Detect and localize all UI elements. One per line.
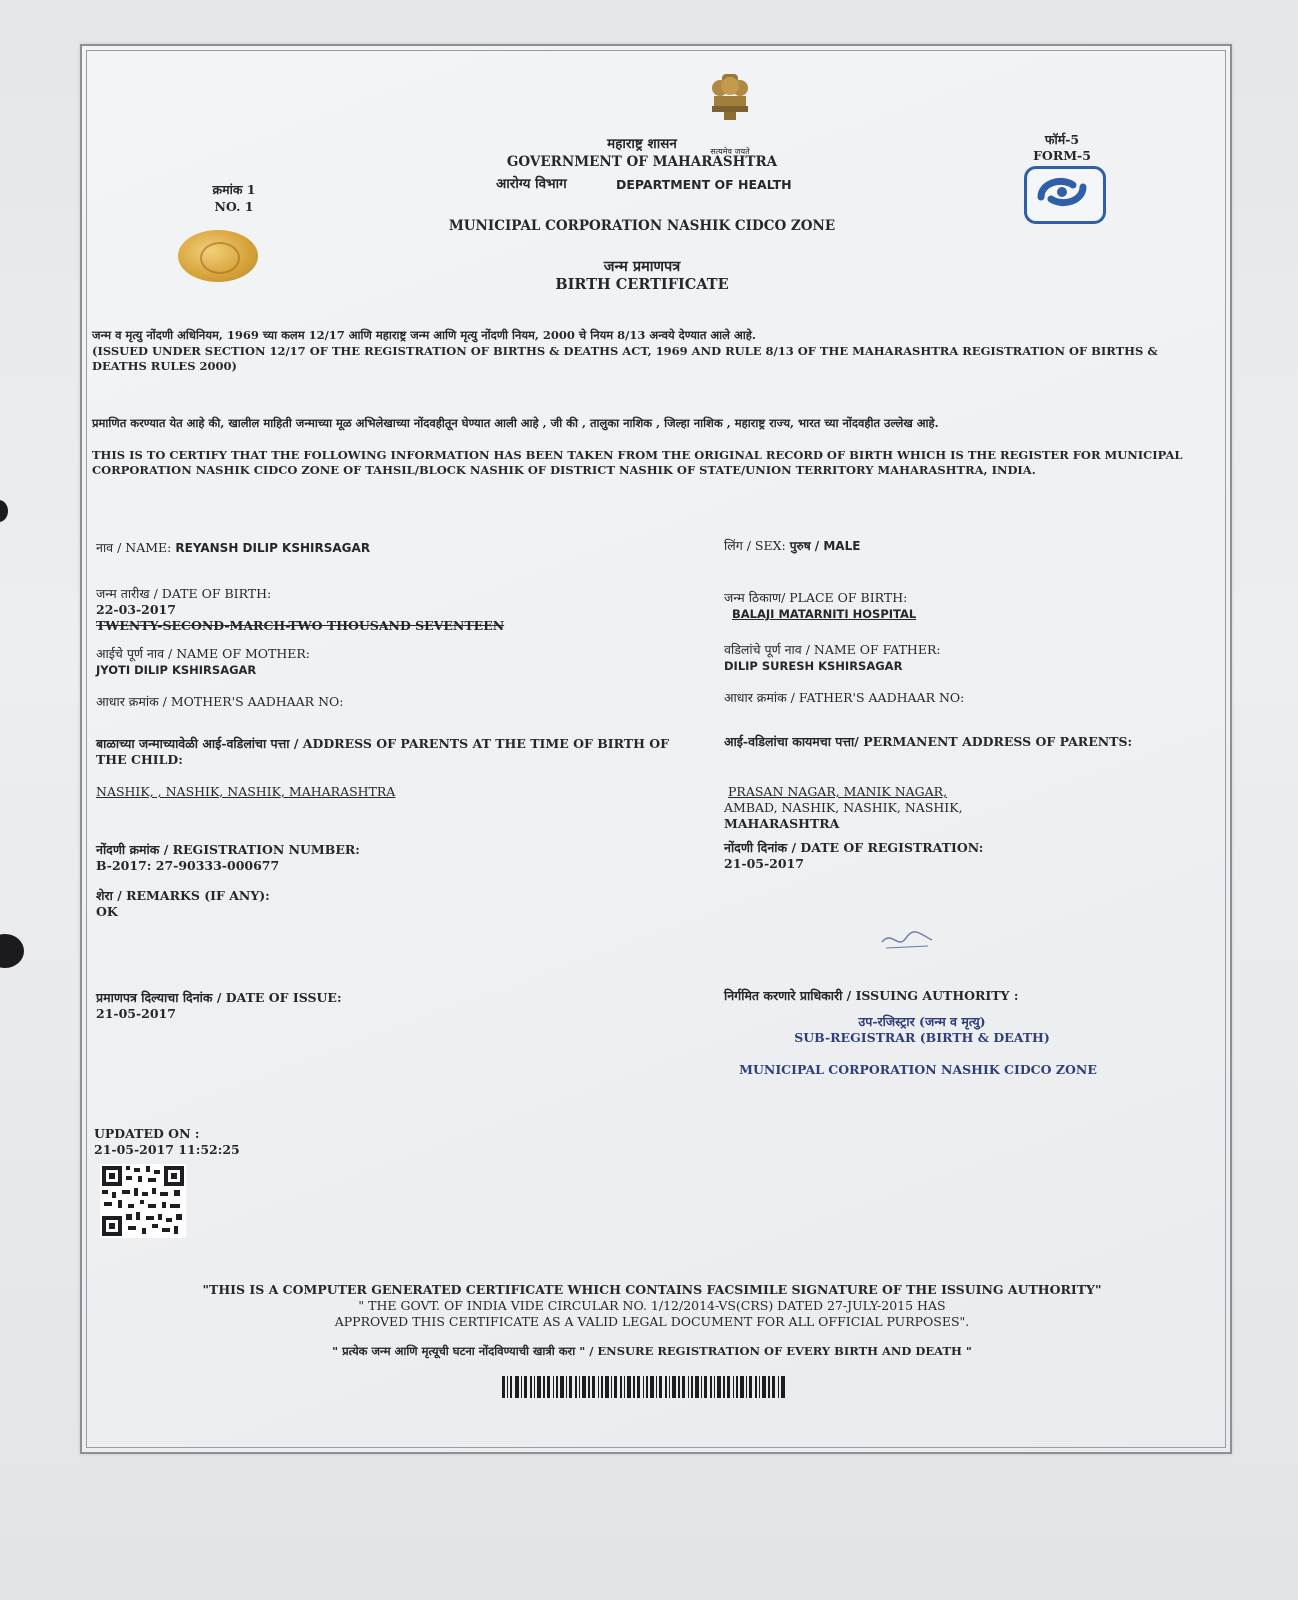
remarks-label: शेरा / REMARKS (IF ANY):: [96, 888, 270, 903]
government-title-mr: महाराष्ट्र शासन: [607, 136, 677, 152]
mother-aadhaar-label: आधार क्रमांक / MOTHER'S AADHAAR NO:: [96, 694, 344, 709]
reg-no-label: नोंदणी क्रमांक / REGISTRATION NUMBER:: [96, 842, 360, 857]
signature-mark: [878, 924, 936, 954]
address-perm-label: आई-वडिलांचा कायमचा पत्ता/ PERMANENT ADDRESS OF PARENTS:: [724, 734, 1133, 749]
issued-under-en: (ISSUED UNDER SECTION 12/17 OF THE REGISTRATION OF BIRTHS & DEATHS ACT, 1969 AND RULE 8/13 OF THE MAHARASHTRA REGISTRATION OF BIRTHS & DEATHS RULES 2000): [92, 344, 1158, 373]
serial-number-mr: क्रमांक 1: [212, 182, 256, 197]
issue-date-label: प्रमाणपत्र दिल्याचा दिनांक / DATE OF ISSUE:: [96, 990, 342, 1005]
department-mr: आरोग्य विभाग: [496, 176, 567, 192]
dob-value: 22-03-2017: [96, 602, 176, 617]
barcode-icon: [502, 1376, 786, 1398]
name-field: [96, 540, 370, 556]
corporation-heading: MUNICIPAL CORPORATION NASHIK CIDCO ZONE: [448, 218, 836, 234]
address-birth-label: बाळाच्या जन्माच्यावेळी आई-वडिलांचा पत्ता / ADDRESS OF PARENTS AT THE TIME OF BIRTH OF THE CHILD:: [96, 736, 669, 767]
father-label: वडिलांचे पूर्ण नाव / NAME OF FATHER:: [724, 642, 941, 657]
qr-code-icon: [100, 1164, 186, 1238]
mother-value: JYOTI DILIP KSHIRSAGAR: [96, 663, 257, 677]
footer-line-2: " THE GOVT. OF INDIA VIDE CIRCULAR NO. 1/12/2014-VS(CRS) DATED 27-JULY-2015 HAS: [358, 1298, 946, 1313]
emblem-motto: सत्यमेव जयते: [710, 147, 750, 156]
pob-value: BALAJI MATARNITI HOSPITAL: [732, 607, 917, 621]
sex-field: [724, 538, 860, 554]
issued-under-mr: जन्म व मृत्यु नोंदणी अधिनियम, 1969 च्या कलम 12/17 आणि महाराष्ट्र जन्म आणि मृत्यु नोंदणी नियम, 2000 चे नियम 8/13 अन्वये देण्यात आले आहे.: [92, 328, 756, 342]
authority-title-en: SUB-REGISTRAR (BIRTH & DEATH): [794, 1030, 1050, 1045]
sex-label: लिंग / SEX:: [724, 538, 786, 553]
certify-text-en: THIS IS TO CERTIFY THAT THE FOLLOWING INFORMATION HAS BEEN TAKEN FROM THE ORIGINAL RECORD OF BIRTH WHICH IS THE REGISTER FOR MUNICIPAL CORPORATION NASHIK CIDCO ZONE OF TAHSIL/BLOCK NASHIK OF DISTRICT NASHIK OF STATE/UNION TERRITORY MAHARASHTRA, INDIA.: [92, 448, 1183, 477]
certify-text-mr: प्रमाणित करण्यात येत आहे की, खालील माहिती जन्माच्या मूळ अभिलेखाच्या नोंदवहीतून घेण्यात आली आहे , जी की , तालुका नाशिक , जिल्हा नाशिक , महाराष्ट्र राज्य, भारत च्या नोंदवहीत उल्लेख आहे.: [92, 416, 939, 430]
address-perm-line3: MAHARASHTRA: [724, 816, 840, 831]
footer-line-1: "THIS IS A COMPUTER GENERATED CERTIFICATE WHICH CONTAINS FACSIMILE SIGNATURE OF THE ISSUING AUTHORITY": [202, 1282, 1102, 1297]
name-label: नाव / NAME:: [96, 540, 172, 555]
address-birth-value: NASHIK, , NASHIK, NASHIK, MAHARASHTRA: [96, 784, 396, 799]
issuing-authority-label: निर्गमित करणारे प्राधिकारी / ISSUING AUTHORITY :: [724, 988, 1019, 1003]
form-number-mr: फॉर्म-5: [1044, 132, 1080, 147]
footer-slogan: " प्रत्येक जन्म आणि मृत्यूची घटना नोंदविण्याची खात्री करा " / ENSURE REGISTRATION OF EVERY BIRTH AND DEATH ": [332, 1344, 972, 1358]
serial-number-en: NO. 1: [214, 199, 254, 214]
punch-hole-bottom: [0, 934, 24, 968]
crs-logo-icon: [1024, 166, 1106, 224]
national-emblem-icon: [702, 68, 758, 142]
authority-corporation: MUNICIPAL CORPORATION NASHIK CIDCO ZONE: [739, 1062, 1097, 1077]
remarks-value: OK: [96, 904, 118, 919]
certificate-title-mr: जन्म प्रमाणपत्र: [603, 258, 681, 275]
issue-date-value: 21-05-2017: [96, 1006, 176, 1021]
government-title-en: GOVERNMENT OF MAHARASHTRA: [506, 154, 778, 170]
pob-label: जन्म ठिकाण/ PLACE OF BIRTH:: [724, 590, 908, 605]
address-perm-line2: AMBAD, NASHIK, NASHIK, NASHIK,: [724, 800, 963, 815]
updated-on-label: UPDATED ON :: [94, 1126, 200, 1141]
form-number-en: FORM-5: [1033, 148, 1091, 163]
dob-label: जन्म तारीख / DATE OF BIRTH:: [96, 586, 272, 601]
reg-no-value: B-2017: 27-90333-000677: [96, 858, 280, 873]
father-aadhaar-label: आधार क्रमांक / FATHER'S AADHAAR NO:: [724, 690, 965, 705]
gold-seal-icon: [178, 230, 258, 282]
address-perm-line1: PRASAN NAGAR, MANIK NAGAR,: [728, 784, 948, 799]
sex-value: पुरुष / MALE: [789, 539, 861, 553]
certificate-title-en: BIRTH CERTIFICATE: [555, 276, 729, 293]
updated-on-value: 21-05-2017 11:52:25: [94, 1142, 240, 1157]
footer-line-3: APPROVED THIS CERTIFICATE AS A VALID LEGAL DOCUMENT FOR ALL OFFICIAL PURPOSES".: [334, 1314, 970, 1329]
authority-title-mr: उप-रजिस्ट्रार (जन्म व मृत्यु): [858, 1014, 986, 1029]
reg-date-label: नोंदणी दिनांक / DATE OF REGISTRATION:: [724, 840, 984, 855]
certificate-sheet: [80, 44, 1232, 1454]
name-value: REYANSH DILIP KSHIRSAGAR: [175, 541, 371, 555]
punch-hole-top: [0, 500, 8, 522]
dob-words: TWENTY-SECOND-MARCH-TWO THOUSAND SEVENTEEN: [96, 618, 505, 633]
mother-label: आईचे पूर्ण नाव / NAME OF MOTHER:: [96, 646, 311, 661]
reg-date-value: 21-05-2017: [724, 856, 804, 871]
department-en: DEPARTMENT OF HEALTH: [616, 177, 792, 192]
father-value: DILIP SURESH KSHIRSAGAR: [724, 659, 903, 673]
